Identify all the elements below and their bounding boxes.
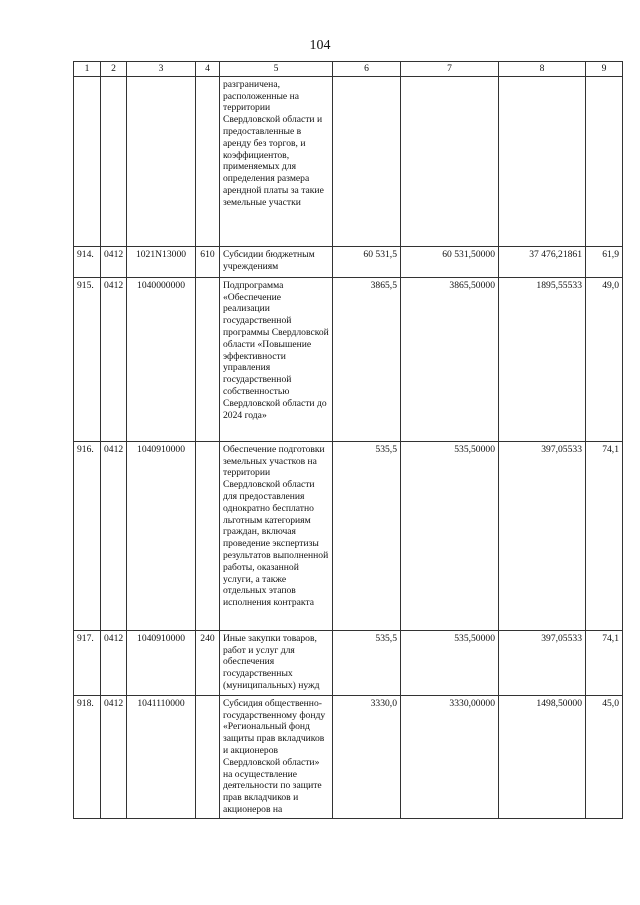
planned-amount: 3330,0 bbox=[333, 695, 401, 818]
expense-type-code bbox=[196, 695, 220, 818]
page-number: 104 bbox=[309, 38, 331, 53]
execution-percent: 61,9 bbox=[586, 246, 623, 277]
item-name: разграничена, расположенные на территории Свердловской области и предоставленные в аренду без торгов, и коэффициентов, применяемых для определения размера арендной платы за такие земельные участки bbox=[220, 76, 333, 246]
planned-amount: 535,5 bbox=[333, 441, 401, 630]
column-number-7: 7 bbox=[401, 62, 499, 77]
column-number-5: 5 bbox=[220, 62, 333, 77]
refined-amount: 3330,00000 bbox=[401, 695, 499, 818]
table-body bbox=[74, 62, 623, 819]
target-article-code: 1040000000 bbox=[127, 277, 196, 441]
target-article-code: 1021N13000 bbox=[127, 246, 196, 277]
section-code: 0412 bbox=[101, 246, 127, 277]
section-code: 0412 bbox=[101, 630, 127, 695]
section-code: 0412 bbox=[101, 441, 127, 630]
executed-amount: 397,05533 bbox=[499, 630, 586, 695]
refined-amount: 3865,50000 bbox=[401, 277, 499, 441]
budget-table bbox=[73, 61, 623, 819]
row-number: 917. bbox=[74, 630, 101, 695]
section-code bbox=[101, 76, 127, 246]
executed-amount: 37 476,21861 bbox=[499, 246, 586, 277]
column-number-3: 3 bbox=[127, 62, 196, 77]
execution-percent bbox=[586, 76, 623, 246]
refined-amount: 60 531,50000 bbox=[401, 246, 499, 277]
row-number: 918. bbox=[74, 695, 101, 818]
section-code: 0412 bbox=[101, 277, 127, 441]
row-number bbox=[74, 76, 101, 246]
item-name: Субсидии бюджетным учреждениям bbox=[220, 246, 333, 277]
item-name: Подпрограмма «Обеспечение реализации государственной программы Свердловской области «Повышение эффективности управления государственной собственностью Свердловской области до 2024 года» bbox=[220, 277, 333, 441]
column-number-1: 1 bbox=[74, 62, 101, 77]
planned-amount: 3865,5 bbox=[333, 277, 401, 441]
execution-percent: 49,0 bbox=[586, 277, 623, 441]
refined-amount: 535,50000 bbox=[401, 630, 499, 695]
target-article-code: 1041110000 bbox=[127, 695, 196, 818]
expense-type-code: 240 bbox=[196, 630, 220, 695]
item-name: Иные закупки товаров, работ и услуг для обеспечения государственных (муниципальных) нужд bbox=[220, 630, 333, 695]
refined-amount bbox=[401, 76, 499, 246]
item-name: Обеспечение подготовки земельных участков на территории Свердловской области для предоставления однократно бесплатно льготным категориям граждан, включая проведение экспертизы результатов выполненной работы, оказанной услуги, а также отдельных этапов исполнения контракта bbox=[220, 441, 333, 630]
item-name: Субсидия общественно-государственному фонду «Региональный фонд защиты прав вкладчиков и акционеров Свердловской области» на осуществление деятельности по защите прав вкладчиков и акционеров на bbox=[220, 695, 333, 818]
executed-amount: 397,05533 bbox=[499, 441, 586, 630]
executed-amount: 1498,50000 bbox=[499, 695, 586, 818]
execution-percent: 45,0 bbox=[586, 695, 623, 818]
section-code: 0412 bbox=[101, 695, 127, 818]
expense-type-code bbox=[196, 441, 220, 630]
execution-percent: 74,1 bbox=[586, 441, 623, 630]
row-number: 916. bbox=[74, 441, 101, 630]
expense-type-code: 610 bbox=[196, 246, 220, 277]
row-number: 914. bbox=[74, 246, 101, 277]
column-number-8: 8 bbox=[499, 62, 586, 77]
column-number-2: 2 bbox=[101, 62, 127, 77]
table-row bbox=[74, 695, 623, 818]
table-row bbox=[74, 246, 623, 277]
planned-amount: 60 531,5 bbox=[333, 246, 401, 277]
execution-percent: 74,1 bbox=[586, 630, 623, 695]
refined-amount: 535,50000 bbox=[401, 441, 499, 630]
planned-amount bbox=[333, 76, 401, 246]
row-number: 915. bbox=[74, 277, 101, 441]
target-article-code bbox=[127, 76, 196, 246]
table-row bbox=[74, 76, 623, 246]
table-row bbox=[74, 441, 623, 630]
column-number-6: 6 bbox=[333, 62, 401, 77]
executed-amount bbox=[499, 76, 586, 246]
expense-type-code bbox=[196, 277, 220, 441]
target-article-code: 1040910000 bbox=[127, 630, 196, 695]
expense-type-code bbox=[196, 76, 220, 246]
column-number-4: 4 bbox=[196, 62, 220, 77]
planned-amount: 535,5 bbox=[333, 630, 401, 695]
target-article-code: 1040910000 bbox=[127, 441, 196, 630]
table-row bbox=[74, 630, 623, 695]
table-row bbox=[74, 277, 623, 441]
executed-amount: 1895,55533 bbox=[499, 277, 586, 441]
column-number-row bbox=[74, 62, 623, 77]
column-number-9: 9 bbox=[586, 62, 623, 77]
